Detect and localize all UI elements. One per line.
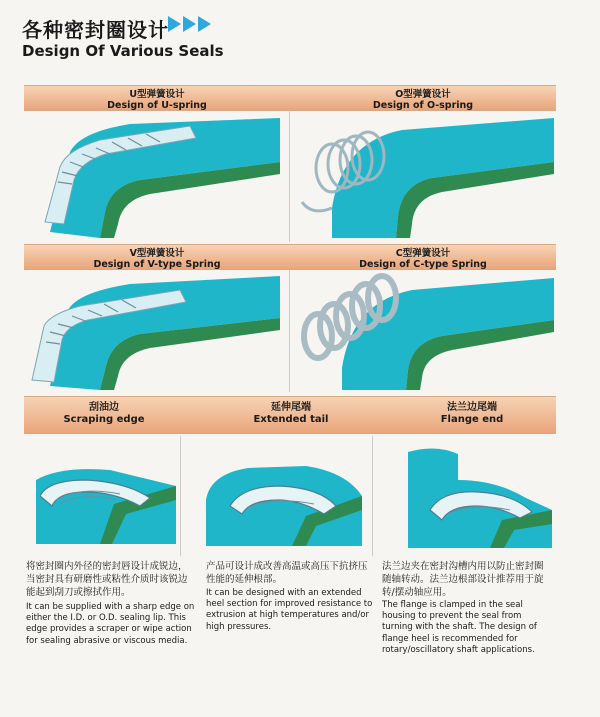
desc-line: for sealing abrasive or viscous media. bbox=[26, 635, 188, 646]
desc-line: rotary/oscillatory shaft applications. bbox=[382, 644, 535, 655]
desc-line: edge provides a scraper or wipe action bbox=[26, 624, 192, 635]
desc-line: turning with the shaft. The design of bbox=[382, 622, 537, 633]
feature-name-cn: 延伸尾端 bbox=[271, 402, 311, 413]
desc-line: either the I.D. or O.D. sealing lip. This bbox=[26, 613, 186, 624]
desc-line: The flange is clamped in the seal bbox=[382, 600, 523, 610]
desc-line: 转/摆动轴应用。 bbox=[382, 587, 452, 598]
spring-name-cn: O型弹簧设计 bbox=[395, 89, 451, 100]
desc-line: 当密封具有研磨性或粘性介质时该锐边 bbox=[26, 574, 188, 585]
spring-name-cn: V型弹簧设计 bbox=[129, 248, 185, 259]
spring-label-v bbox=[24, 248, 290, 270]
spring-name-cn: C型弹簧设计 bbox=[395, 248, 451, 259]
desc-line: extrusion at high temperatures and/or bbox=[206, 610, 369, 621]
tail-desc-cn bbox=[206, 560, 376, 586]
arrow-right-icon bbox=[198, 16, 211, 32]
desc-line: It can be designed with an extended bbox=[206, 588, 362, 598]
spring-name-en: Design of U-spring bbox=[107, 100, 207, 111]
flange-desc-en bbox=[382, 600, 557, 656]
arrow-icons bbox=[168, 16, 211, 32]
feature-label-scraping bbox=[24, 402, 184, 426]
feature-name-en: Extended tail bbox=[253, 414, 329, 425]
desc-line: 将密封圈内外径的密封唇设计成锐边， bbox=[26, 561, 188, 572]
arrow-right-icon bbox=[168, 16, 181, 32]
desc-line: 随轴转动。法兰边根部设计推荐用于旋 bbox=[382, 574, 544, 585]
flange-end-illustration bbox=[386, 440, 556, 552]
column-divider bbox=[289, 110, 290, 242]
desc-line: housing to prevent the seal from bbox=[382, 611, 522, 622]
desc-line: 性能的延伸根部。 bbox=[206, 574, 283, 585]
spring-name-cn: U型弹簧设计 bbox=[129, 89, 185, 100]
feature-name-en: Scraping edge bbox=[63, 414, 145, 425]
feature-name-en: Flange end bbox=[440, 414, 504, 425]
spring-label-u bbox=[24, 89, 290, 111]
feature-label-flange bbox=[388, 402, 556, 426]
u-spring-illustration bbox=[10, 112, 290, 240]
c-spring-illustration bbox=[292, 270, 556, 392]
page-title-en: Design Of Various Seals bbox=[22, 42, 224, 60]
feature-label-tail bbox=[206, 402, 376, 426]
spring-name-en: Design of V-type Spring bbox=[93, 259, 221, 270]
column-divider bbox=[180, 436, 181, 556]
desc-line: 产品可设计成改善高温或高压下抗挤压 bbox=[206, 561, 368, 572]
scraping-edge-illustration bbox=[30, 440, 180, 550]
tail-desc-en bbox=[206, 588, 376, 633]
feature-name-cn: 法兰边尾端 bbox=[447, 402, 497, 413]
extended-tail-illustration bbox=[196, 446, 366, 552]
v-spring-illustration bbox=[10, 270, 290, 392]
desc-line: It can be supplied with a sharp edge on bbox=[26, 602, 195, 612]
page-title-cn: 各种密封圈设计 bbox=[22, 18, 169, 42]
column-divider bbox=[372, 436, 373, 556]
arrow-right-icon bbox=[183, 16, 196, 32]
spring-name-en: Design of C-type Spring bbox=[359, 259, 487, 270]
o-spring-illustration bbox=[292, 112, 556, 240]
desc-line: 法兰边夹在密封沟槽内用以防止密封圈 bbox=[382, 561, 544, 572]
flange-desc-cn bbox=[382, 560, 557, 599]
scraping-desc-cn bbox=[26, 560, 196, 599]
desc-line: high pressures. bbox=[206, 621, 272, 632]
spring-label-c bbox=[290, 248, 556, 270]
spring-label-o bbox=[290, 89, 556, 111]
spring-name-en: Design of O-spring bbox=[372, 100, 474, 111]
feature-name-cn: 刮油边 bbox=[89, 402, 119, 413]
column-divider bbox=[289, 270, 290, 392]
scraping-desc-en bbox=[26, 602, 196, 647]
desc-line: heel section for improved resistance to bbox=[206, 599, 373, 610]
desc-line: 能起到刮刀或擦拭作用。 bbox=[26, 587, 131, 598]
desc-line: flange heel is recommended for bbox=[382, 633, 518, 644]
